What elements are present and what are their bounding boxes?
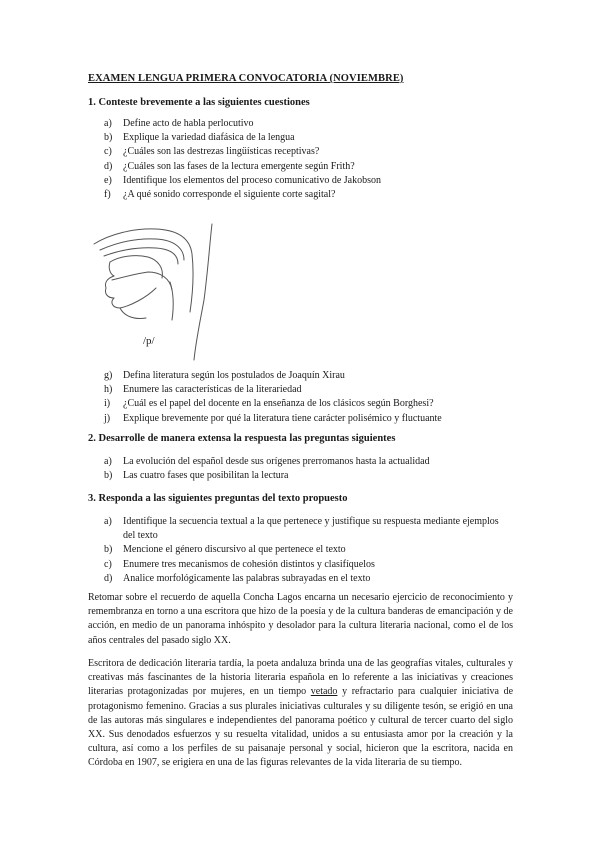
item-letter: d) xyxy=(104,572,113,584)
list-item xyxy=(104,369,513,383)
text-paragraph-1: Retomar sobre el recuerdo de aquella Concha Lagos encarna un necesario ejercicio de reconocimiento y remembranza en torno a una escritora que hizo de la poesía y de la cultura banderas de emancipación y de acción, en medio de un panorama inhóspito y desolador para la cultura literaria nacional, como el de los años centrales del pasado siglo XX. xyxy=(88,592,513,646)
section-3-heading: 3. Responda a las siguientes preguntas del texto propuesto xyxy=(88,493,348,504)
sagittal-section-diagram xyxy=(90,220,230,365)
item-letter: a) xyxy=(104,118,112,129)
item-text: Identifique la secuencia textual a la que pertenece y justifique su respuesta mediante ejemplos del texto xyxy=(123,516,499,542)
item-letter: c) xyxy=(104,558,112,570)
item-text: Explique la variedad diafásica de la lengua xyxy=(123,132,295,144)
item-letter: b) xyxy=(104,132,113,144)
item-letter: b) xyxy=(104,470,113,482)
item-text: Las cuatro fases que posibilitan la lectura xyxy=(123,470,289,482)
item-text: Analice morfológicamente las palabras subrayadas en el texto xyxy=(123,572,371,584)
text-paragraph-2 xyxy=(88,657,513,771)
section-1-heading: 1. Conteste brevemente a las siguientes cuestiones xyxy=(88,97,310,108)
list-item xyxy=(104,572,513,586)
item-text: Explique brevemente por qué la literatura tiene carácter polisémico y fluctuante xyxy=(123,412,442,424)
section-1-list-a xyxy=(104,117,513,202)
item-letter: j) xyxy=(104,412,111,424)
list-item xyxy=(104,188,513,202)
item-letter: h) xyxy=(104,384,113,396)
item-text: Identifique los elementos del proceso comunicativo de Jakobson xyxy=(123,174,381,186)
item-letter: g) xyxy=(104,370,113,381)
item-text: ¿A qué sonido corresponde el siguiente corte sagital? xyxy=(123,189,336,201)
list-item xyxy=(104,455,513,469)
list-item xyxy=(104,174,513,188)
item-letter: a) xyxy=(104,516,112,527)
phoneme-label: /p/ xyxy=(143,335,155,347)
list-item xyxy=(104,558,513,572)
item-text: Enumere tres mecanismos de cohesión distintos y clasifíquelos xyxy=(123,558,375,570)
list-item xyxy=(104,383,513,397)
item-text: La evolución del español desde sus orígenes prerromanos hasta la actualidad xyxy=(123,456,430,467)
paragraph-2-part-1: Escritora de dedicación literaria tardía, la poeta andaluza brinda una de las geografías vitales, culturales y creativas más fascinantes de la historia literaria española en lo referente a las iniciativas y creaciones literarias protagonizadas por mujeres, en un tiempo xyxy=(88,658,513,698)
list-item xyxy=(104,117,513,131)
item-text: ¿Cuáles son las destrezas lingüísticas receptivas? xyxy=(123,146,320,158)
item-letter: i) xyxy=(104,398,111,410)
item-letter: e) xyxy=(104,174,112,186)
list-item xyxy=(104,397,513,411)
item-text: ¿Cuáles son las fases de la lectura emergente según Frith? xyxy=(123,160,355,172)
item-letter: d) xyxy=(104,160,113,172)
list-item xyxy=(104,145,513,159)
item-letter: c) xyxy=(104,146,112,158)
item-letter: a) xyxy=(104,456,112,467)
list-item xyxy=(104,412,513,426)
item-text: Mencione el género discursivo al que pertenece el texto xyxy=(123,544,346,556)
item-letter: f) xyxy=(104,189,111,201)
paragraph-2-part-2: y refractario para cualquier iniciativa de protagonismo femenino. Gracias a sus plurales iniciativas culturales y su diligente tesón, se erigió en una de las autoras más singulares e independientes del panorama poético y cultural de tercer cuarto del siglo XX. Sus denodados esfuerzos y su resuelta vitalidad, unidos a su entusiasta amor por la creación y la cultura, así como a los perfiles de su paisanaje personal y social, hicieron que la escritora, nacida en Córdoba en 1907, se erigiera en una de las figuras relevantes de la vida literaria de su tiempo. xyxy=(88,686,514,769)
underlined-word: vetado xyxy=(310,686,338,698)
list-item xyxy=(104,160,513,174)
list-item xyxy=(104,469,513,483)
section-3-list xyxy=(104,515,513,586)
item-text: Define acto de habla perlocutivo xyxy=(123,118,254,129)
section-1-list-b xyxy=(104,369,513,426)
item-text: ¿Cuál es el papel del docente en la enseñanza de los clásicos según Borghesi? xyxy=(123,398,434,410)
list-item xyxy=(104,131,513,145)
section-2-list xyxy=(104,455,513,483)
list-item xyxy=(104,515,513,543)
section-2-heading: 2. Desarrolle de manera extensa la respuesta las preguntas siguientes xyxy=(88,433,396,444)
exam-title: EXAMEN LENGUA PRIMERA CONVOCATORIA (NOVIEMBRE) xyxy=(88,73,404,84)
item-text: Enumere las características de la literariedad xyxy=(123,384,302,396)
item-text: Defina literatura según los postulados de Joaquín Xirau xyxy=(123,370,345,381)
list-item xyxy=(104,543,513,557)
item-letter: b) xyxy=(104,544,113,556)
